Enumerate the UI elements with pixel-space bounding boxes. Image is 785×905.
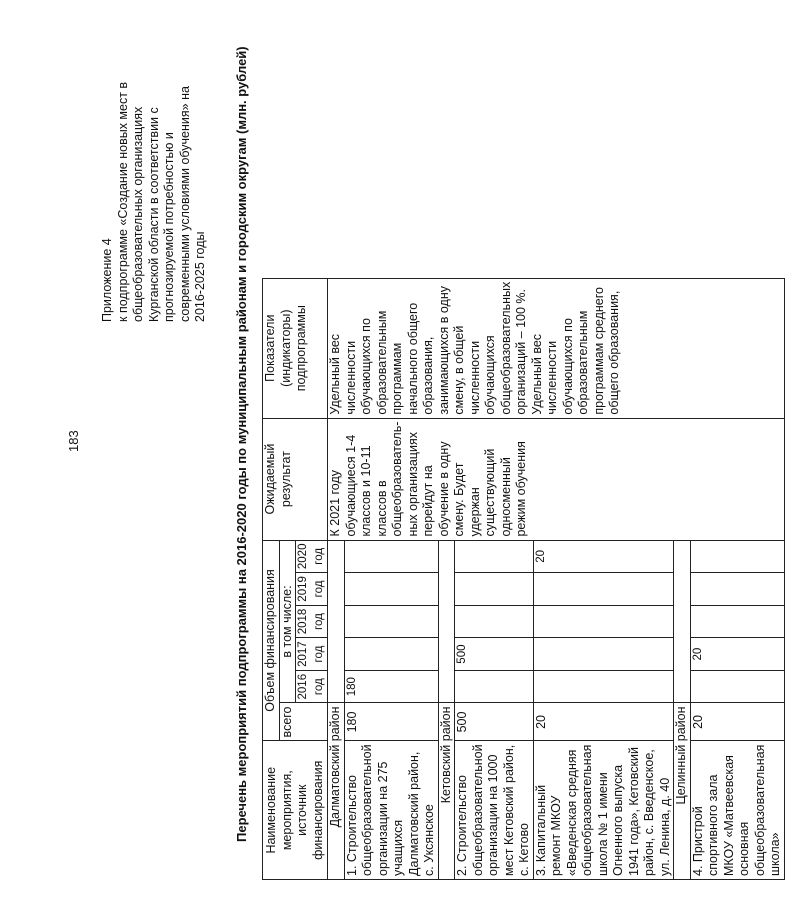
- header-including: в том числе:: [279, 540, 296, 703]
- measures-table: [262, 278, 785, 880]
- appendix-line: общеобразовательных организациях: [131, 106, 145, 322]
- measure-name: 1. Строительство общеобразовательной организации на 275 учащихся Далматовский район, с. Уксянское: [344, 741, 438, 880]
- measure-2020: [344, 540, 438, 573]
- measure-2016: [533, 670, 674, 703]
- measure-2019: [690, 573, 784, 606]
- header-year: 2017 год: [296, 638, 328, 671]
- measure-total: 500: [455, 703, 534, 741]
- measure-2018: [690, 605, 784, 638]
- measure-2016: [690, 670, 784, 703]
- measure-2019: [455, 573, 534, 606]
- header-year: 2016 год: [296, 670, 328, 703]
- appendix-line: к подпрограмме «Создание новых мест в: [115, 81, 130, 322]
- measure-2018: [533, 605, 674, 638]
- measure-2017: 20: [690, 638, 784, 671]
- measure-total: 20: [690, 703, 784, 741]
- measure-2019: [344, 573, 438, 606]
- measure-2018: [455, 605, 534, 638]
- page-number: 183: [66, 430, 81, 452]
- header-indicators: Показатели (индикаторы) подпрограммы: [263, 278, 328, 418]
- measure-name: 4. Пристрой спортивного зала МКОУ «Матвеевская основная общеобразовательная школа»: [690, 741, 784, 880]
- indicators-text: Удельный вес численности обучающихся по образовательным программам начального общего образования, занимающихся в одну смену, в общей численности обучающихся общеобразовательных организаций – 100 %. Удельный вес численности обучающихся по образовательным программам среднего общего образования,: [328, 278, 785, 418]
- header-name: Наименование мероприятия, источник финансирования: [263, 741, 328, 880]
- measures-table-wrap: [262, 278, 785, 880]
- measure-2016: 180: [344, 670, 438, 703]
- appendix-line: 2016-2025 годы: [193, 231, 207, 322]
- measure-2016: [455, 670, 534, 703]
- appendix-note: [100, 62, 209, 322]
- appendix-line: современными условиями обучения» на: [177, 86, 192, 322]
- measure-name: 3. Капитальный ремонт МКОУ «Введенская средняя общеобразовательная школа № 1 имени Огненного выпуска 1941 года», Кетовский район, с. Введенское, ул. Ленина, д. 40: [533, 741, 674, 880]
- measure-2017: [533, 638, 674, 671]
- document-title: Перечень мероприятий подпрограммы на 2016-2020 годы по муниципальным районам и городским округам (млн. рублей): [234, 46, 249, 842]
- header-total: всего: [279, 703, 328, 741]
- district-row: Кетовский район: [438, 703, 455, 880]
- district-row: Далматовский район: [328, 703, 345, 880]
- district-row: Целинный район: [674, 703, 691, 880]
- expected-result: К 2021 году обучающиеся 1-4 классов и 10-11 классов в общеобразователь-ных организациях перейдут на обучение в одну смену. Будет удержан существующий односменный режим обучения: [328, 418, 785, 540]
- measure-2017: 500: [455, 638, 534, 671]
- header-result: Ожидаемый результат: [263, 418, 328, 540]
- appendix-line: Приложение 4: [100, 238, 114, 322]
- measure-total: 180: [344, 703, 438, 741]
- appendix-line: прогнозируемой потребностью и: [162, 132, 176, 322]
- header-year: 2019 год: [296, 573, 328, 606]
- header-year: 2018 год: [296, 605, 328, 638]
- measure-2020: [455, 540, 534, 573]
- measure-2020: 20: [533, 540, 674, 573]
- measure-2018: [344, 605, 438, 638]
- measure-2019: [533, 573, 674, 606]
- header-year: 2020 год: [296, 540, 328, 573]
- measure-2017: [344, 638, 438, 671]
- header-volume: Объем финансирования: [263, 540, 280, 741]
- measure-2020: [690, 540, 784, 573]
- appendix-line: Курганской области в соответствии с: [146, 107, 161, 322]
- measure-total: 20: [533, 703, 674, 741]
- measure-name: 2. Строительство общеобразовательной организации на 1000 мест Кетовский район, с. Кетово: [455, 741, 534, 880]
